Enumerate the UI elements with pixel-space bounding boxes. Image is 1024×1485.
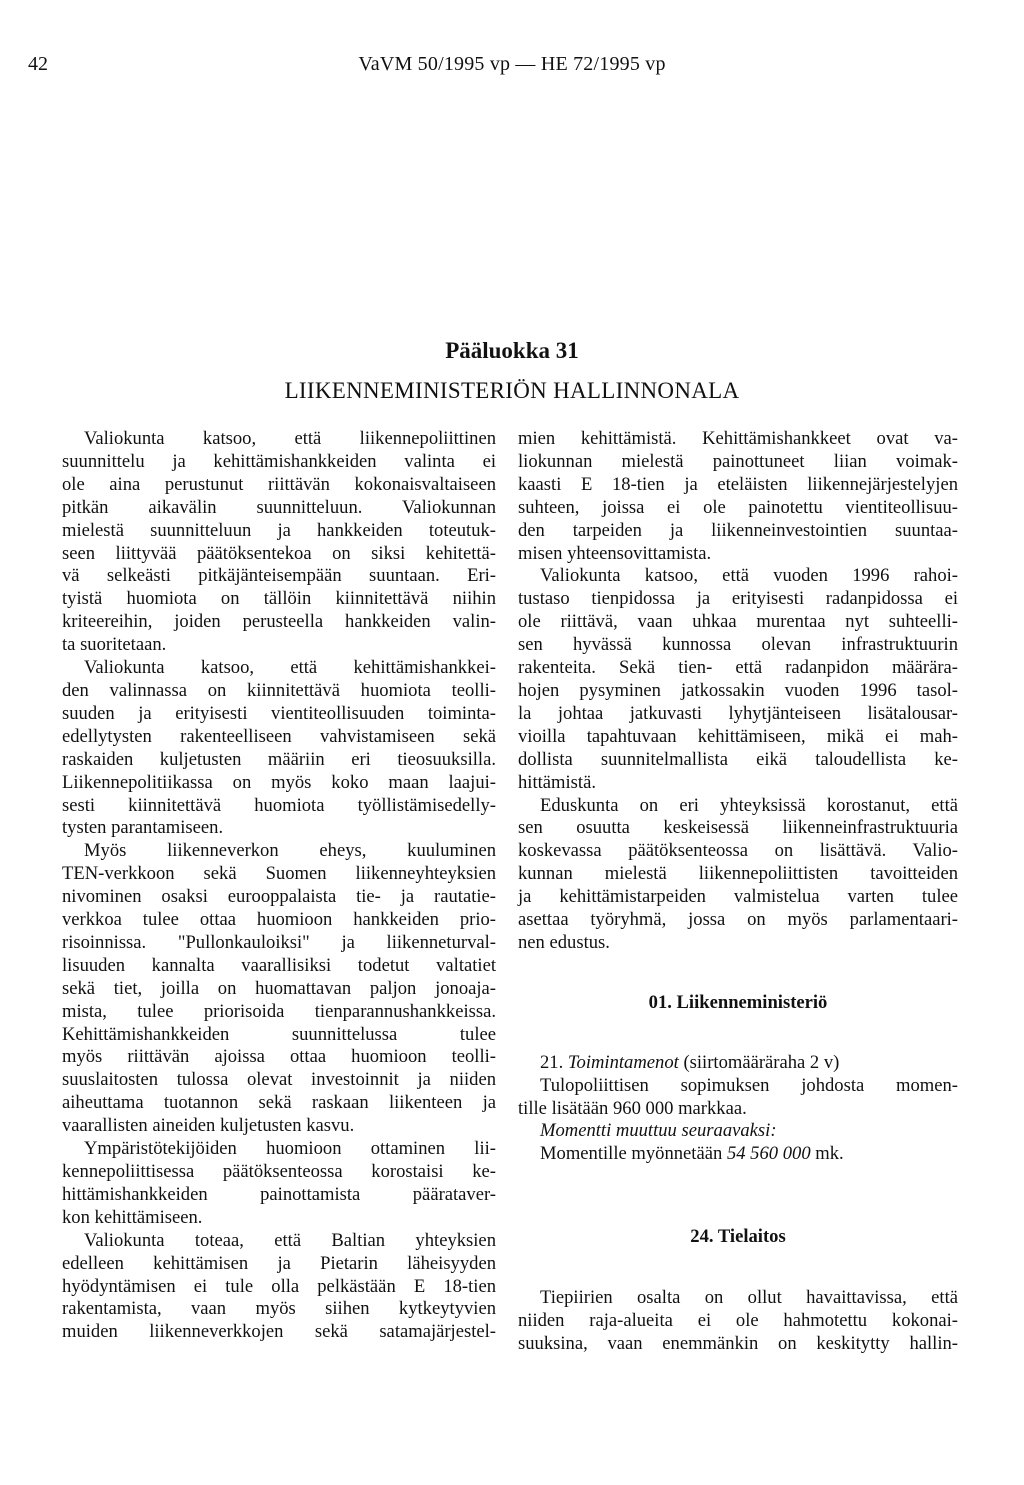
text-line: liokunnan mielestä painottuneet liian voimak- bbox=[518, 450, 958, 472]
text-line: ole aina perustunut riittävän kokonaisvaltaiseen bbox=[62, 473, 496, 495]
text-line: rakenteita. Sekä tien- että radanpidon määrära- bbox=[518, 657, 958, 679]
text-line: sen hyvässä kunnossa olevan infrastruktuurin bbox=[518, 634, 958, 656]
text-line: Myös liikenneverkon eheys, kuuluminen bbox=[84, 840, 496, 862]
grant-line bbox=[518, 1143, 958, 1166]
right-column bbox=[518, 428, 958, 1356]
text-line: Tiepiirien osalta on ollut havaittavissa, että bbox=[540, 1287, 958, 1309]
text-line: TEN-verkkoon sekä Suomen liikenneyhteyksien bbox=[62, 863, 496, 885]
text-line: hojen pysyminen jatkossakin vuoden 1996 tasol- bbox=[518, 679, 958, 701]
text-line: suunnittelu ja kehittämishankkeiden valinta ei bbox=[62, 450, 496, 472]
item-number: 21. bbox=[540, 1051, 564, 1073]
text-line: koskevassa päätöksenteossa on lisättävä. Valio- bbox=[518, 840, 958, 862]
text-line: Valiokunta toteaa, että Baltian yhteyksien bbox=[84, 1229, 496, 1251]
text-line: Kehittämishankkeiden suunnittelussa tulee bbox=[62, 1023, 496, 1045]
item-note: (siirtomääräraha 2 v) bbox=[683, 1051, 840, 1073]
main-class-heading: Pääluokka 31 bbox=[445, 338, 579, 363]
text-line: kennepoliittisessa päätöksenteossa korostaisi ke- bbox=[62, 1161, 496, 1182]
running-header: VaVM 50/1995 vp — HE 72/1995 vp bbox=[358, 53, 666, 75]
text-line: rakentamista, vaan myös siihen kytkeytyvien bbox=[62, 1298, 496, 1320]
text-line: Tulopoliittisen sopimuksen johdosta momen- bbox=[540, 1074, 958, 1096]
text-line: kaasti E 18-tien ja eteläisten liikennejärjestelyjen bbox=[518, 473, 958, 495]
text-line: pitkän aikavälin suunnitteluun. Valiokunnan bbox=[62, 496, 496, 518]
text-line: edellytysten rakenteelliseen vahvistamiseen sekä bbox=[62, 725, 496, 747]
text-line: Liikennepolitiikassa on myös koko maan laajui- bbox=[62, 771, 496, 793]
grant-prefix: Momentille myönnetään bbox=[540, 1143, 723, 1165]
grant-amount: 54 560 000 bbox=[726, 1143, 811, 1165]
appropriation-item bbox=[518, 1052, 958, 1075]
left-column bbox=[62, 428, 496, 1344]
text-line: mien kehittämistä. Kehittämishankkeet ovat va- bbox=[518, 428, 958, 449]
text-line: tille lisätään 960 000 markkaa. bbox=[518, 1097, 747, 1119]
text-line: misen yhteensovittamista. bbox=[518, 542, 712, 564]
text-line: mista, tulee priorisoida tienparannushankkeissa. bbox=[62, 1000, 496, 1022]
change-label: Momentti muuttuu seuraavaksi: bbox=[540, 1120, 777, 1142]
text-line: asettaa työryhmä, jossa on myös parlamentaari- bbox=[518, 909, 958, 931]
text-line: tysten parantamiseen. bbox=[62, 817, 224, 839]
text-line: Valiokunta katsoo, että liikennepoliittinen bbox=[84, 428, 496, 449]
text-line: den valinnassa on kiinnitettävä huomiota teolli- bbox=[62, 679, 496, 701]
text-line: hyödyntämisen ei tule olla pelkästään E 18-tien bbox=[62, 1275, 496, 1297]
text-line: sen osuutta keskeisessä liikenneinfrastruktuuria bbox=[518, 817, 958, 839]
text-line: suuden ja erityisesti vientiteollisuuden toiminta- bbox=[62, 702, 496, 724]
text-line: muiden liikenneverkkojen sekä satamajärjestel- bbox=[62, 1321, 496, 1343]
text-line: sesti kiinnitettävä huomiota työllistämisedelly- bbox=[62, 794, 496, 816]
text-line: lisuuden kannalta vaarallisiksi todetut valtatiet bbox=[62, 954, 496, 976]
text-line: myös riittävän ajoissa ottaa huomioon teolli- bbox=[62, 1046, 496, 1068]
text-line: ja kehittämistarpeiden valmistelua varten tulee bbox=[518, 886, 958, 908]
text-line: vä selkeästi pitkäjänteisempään suuntaan. Eri- bbox=[62, 565, 496, 587]
text-line: dollista suunnitelmallista eikä taloudellista ke- bbox=[518, 748, 958, 770]
text-line: nen edustus. bbox=[518, 931, 610, 953]
text-line: verkkoa tulee ottaa huomioon hankkeiden prio- bbox=[62, 909, 496, 931]
text-line: kon kehittämiseen. bbox=[62, 1206, 203, 1228]
section-heading-01: 01. Liikenneministeriö bbox=[648, 991, 828, 1013]
text-line: Valiokunta katsoo, että kehittämishankkei- bbox=[84, 657, 496, 679]
text-line: suuslaitosten tulossa olevat investoinnit ja niiden bbox=[62, 1069, 496, 1091]
text-line: Valiokunta katsoo, että vuoden 1996 rahoi- bbox=[540, 565, 958, 587]
text-line: nivominen osaksi eurooppalaista tie- ja rautatie- bbox=[62, 886, 496, 908]
page-number: 42 bbox=[28, 53, 48, 75]
text-line: vaarallisten aineiden kuljetusten kasvu. bbox=[62, 1115, 355, 1137]
text-line: tyistä huomiota on tällöin kiinnitettävä niihin bbox=[62, 588, 496, 610]
text-line: niiden raja-alueita ei ole hahmotettu kokonai- bbox=[518, 1310, 958, 1332]
text-line: tustaso tienpidossa ja erityisesti radanpidossa ei bbox=[518, 588, 958, 610]
text-line: raskaiden kuljetusten määriin eri tieosuuksilla. bbox=[62, 748, 496, 770]
text-line: edelleen kehittämisen ja Pietarin läheisyyden bbox=[62, 1252, 496, 1274]
ministry-heading: LIIKENNEMINISTERIÖN HALLINNONALA bbox=[284, 378, 740, 403]
text-line: aiheuttama tuotannon sekä raskaan liikenteen ja bbox=[62, 1092, 496, 1114]
text-line: la johtaa jatkuvasti lyhytjänteiseen lisätalousar- bbox=[518, 702, 958, 724]
text-line: mielestä suunnitteluun ja hankkeiden toteutuk- bbox=[62, 519, 496, 541]
item-title: Toimintamenot bbox=[567, 1051, 679, 1073]
text-line: hittämistä. bbox=[518, 771, 596, 793]
text-line: suuksina, vaan enemmänkin on keskitytty hallin- bbox=[518, 1333, 958, 1354]
text-line: hittämishankkeiden painottamista päärataver- bbox=[62, 1183, 496, 1205]
text-line: sekä tiet, joilla on huomattavan paljon jonoaja- bbox=[62, 977, 496, 999]
text-line: suhteen, joissa ei ole painotettu vientiteollisuu- bbox=[518, 496, 958, 518]
text-line: vioilla tapahtuvaan kehittämiseen, mikä ei mah- bbox=[518, 725, 958, 747]
text-line: risoinnissa. "Pullonkauloiksi" ja liikenneturval- bbox=[62, 931, 496, 953]
text-line: den tarpeiden ja liikenneinvestointien suuntaa- bbox=[518, 519, 958, 541]
text-line: seen liittyvää päätöksentekoa on siksi kehitettä- bbox=[62, 542, 496, 564]
grant-suffix: mk. bbox=[815, 1143, 844, 1165]
text-line: Eduskunta on eri yhteyksissä korostanut, että bbox=[540, 794, 958, 816]
section-heading-24: 24. Tielaitos bbox=[690, 1226, 786, 1248]
text-line: Ympäristötekijöiden huomioon ottaminen lii- bbox=[84, 1138, 496, 1160]
text-line: ta suoritetaan. bbox=[62, 634, 167, 656]
text-line: ole riittävä, vaan uhkaa murentaa nyt suhteelli- bbox=[518, 611, 958, 633]
text-line: kriteereihin, joiden perusteella hankkeiden valin- bbox=[62, 611, 496, 633]
text-line: kunnan mielestä liikennepoliittisten tavoitteiden bbox=[518, 863, 958, 885]
